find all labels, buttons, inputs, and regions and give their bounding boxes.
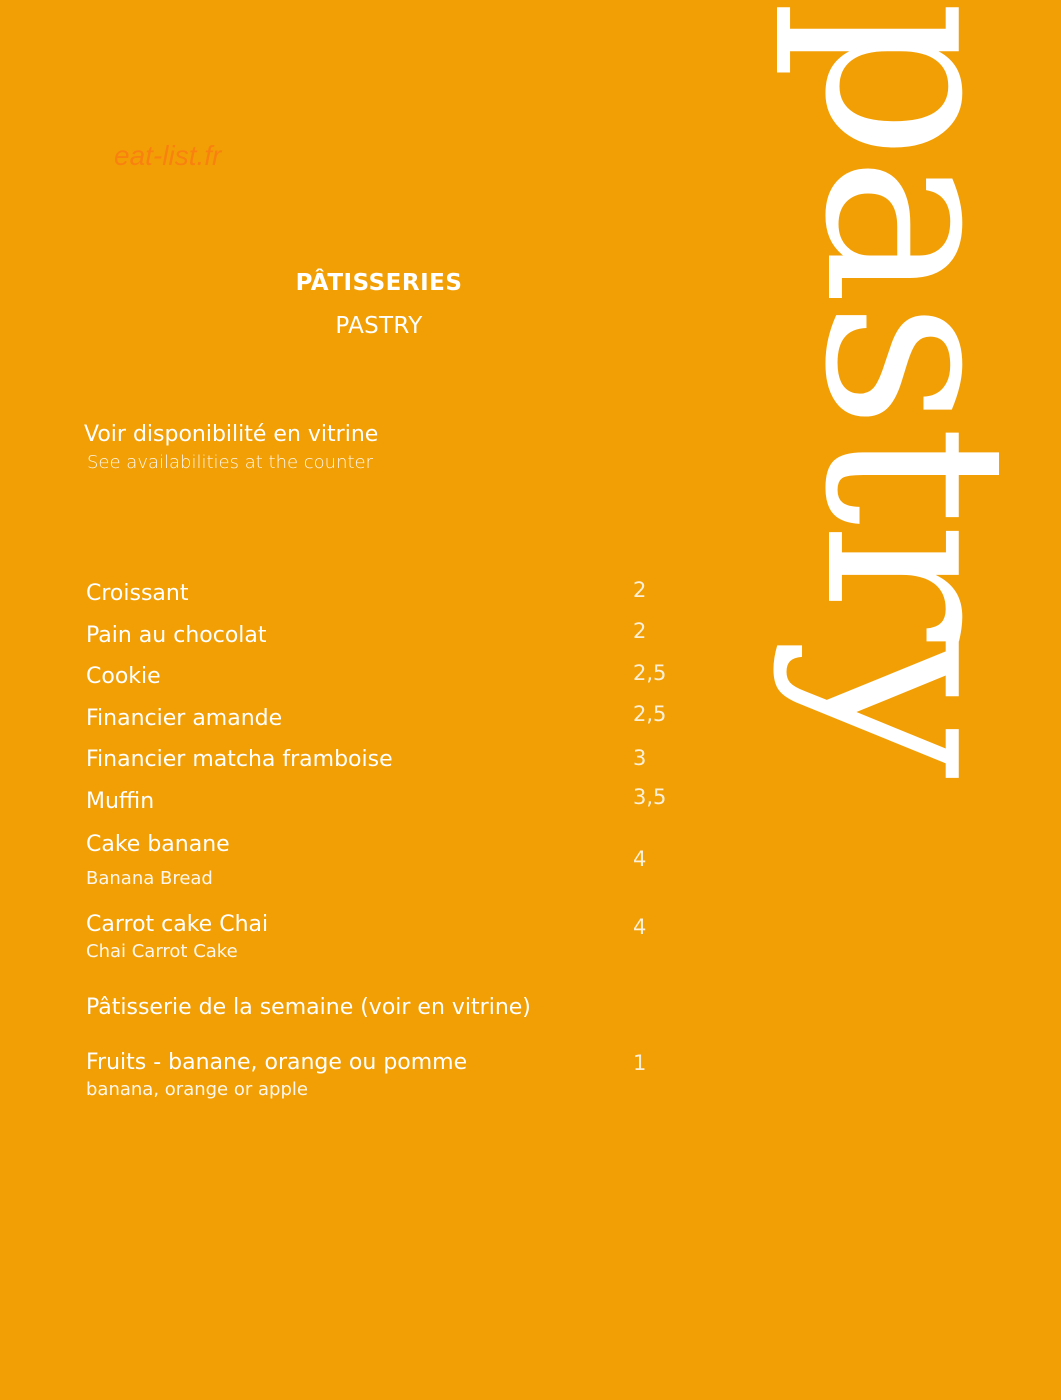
- menu-item-price: 3: [633, 746, 647, 770]
- menu-item-price: 4: [633, 915, 647, 939]
- menu-item-subtitle: Banana Bread: [86, 868, 213, 889]
- menu-item-name: Muffin: [86, 789, 155, 814]
- menu-item-name: Pain au chocolat: [86, 623, 267, 648]
- menu-item-name: Financier amande: [86, 706, 283, 731]
- menu-item-name: Cookie: [86, 664, 161, 689]
- section-title-en: PASTRY: [335, 313, 423, 339]
- menu-item-name: Financier matcha framboise: [86, 747, 393, 772]
- menu-item-price: 2: [633, 619, 647, 643]
- availability-note-fr: Voir disponibilité en vitrine: [84, 422, 379, 447]
- menu-item-price: 2,5: [633, 661, 667, 685]
- menu-item-name: Croissant: [86, 581, 189, 606]
- menu-item-price: 4: [633, 847, 647, 871]
- menu-item-name: Carrot cake Chai: [86, 912, 269, 937]
- menu-item-price: 1: [633, 1051, 647, 1075]
- menu-item-name: Pâtisserie de la semaine (voir en vitrine): [86, 995, 531, 1020]
- menu-item-subtitle: banana, orange or apple: [86, 1079, 308, 1100]
- menu-item-price: 2: [633, 578, 647, 602]
- menu-item-subtitle: Chai Carrot Cake: [86, 941, 238, 962]
- section-title-fr: PÂTISSERIES: [295, 270, 463, 296]
- menu-item-price: 2,5: [633, 702, 667, 726]
- menu-item-name: Cake banane: [86, 832, 230, 857]
- watermark-text: eat-list.fr: [114, 140, 222, 171]
- availability-note-en: See availabilities at the counter: [87, 452, 374, 473]
- side-decorative-word: pastry: [770, 0, 1061, 775]
- menu-item-name: Fruits - banane, orange ou pomme: [86, 1050, 468, 1075]
- menu-item-price: 3,5: [633, 785, 667, 809]
